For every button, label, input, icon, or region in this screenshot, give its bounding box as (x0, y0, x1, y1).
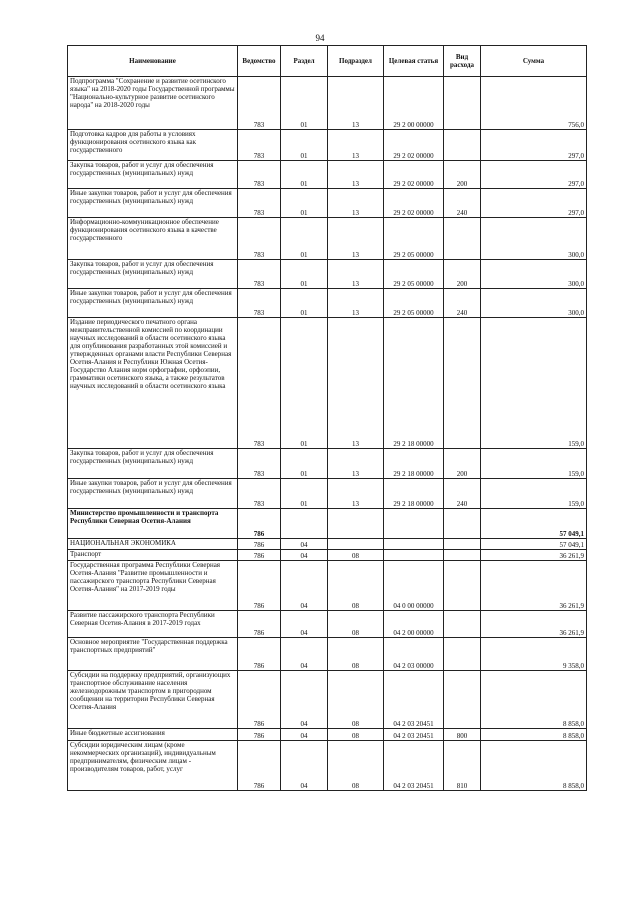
row-summa: 297,0 (481, 189, 587, 218)
row-razdel: 01 (281, 161, 328, 189)
row-vid (444, 550, 481, 561)
row-vid (444, 509, 481, 539)
row-summa: 756,0 (481, 77, 587, 130)
row-name: Государственная программа Республики Северная Осетия-Алания "Развитие промышленности и пассажирского транспорта Республики Северная Осетия-Алания" на 2017-2019 годы (68, 561, 238, 611)
table-row (68, 729, 587, 741)
row-name: НАЦИОНАЛЬНАЯ ЭКОНОМИКА (68, 539, 238, 550)
row-summa: 159,0 (481, 318, 587, 449)
row-podrazdel: 08 (328, 638, 384, 671)
row-celevaya (384, 550, 444, 561)
header-vid: Вид расхода (444, 46, 481, 77)
row-vedomstvo: 783 (238, 77, 281, 130)
row-vedomstvo: 786 (238, 638, 281, 671)
table-row (68, 509, 587, 539)
row-vedomstvo: 786 (238, 550, 281, 561)
row-razdel (281, 509, 328, 539)
row-summa: 8 858,0 (481, 741, 587, 791)
row-summa: 159,0 (481, 449, 587, 479)
row-razdel: 04 (281, 539, 328, 550)
row-summa: 57 049,1 (481, 539, 587, 550)
row-name: Подготовка кадров для работы в условиях функционирования осетинского языка как государственного (68, 130, 238, 161)
row-podrazdel: 13 (328, 218, 384, 260)
row-summa: 297,0 (481, 161, 587, 189)
row-celevaya: 04 2 03 20451 (384, 671, 444, 729)
row-razdel: 04 (281, 550, 328, 561)
header-name: Наименование (68, 46, 238, 77)
table-row (68, 289, 587, 318)
header-vedomstvo: Ведомство (238, 46, 281, 77)
row-name: Подпрограмма "Сохранение и развитие осетинского языка" на 2018-2020 годы Государственной программы "Национально-культурное развитие осетинского народа" на 2018-2020 годы (68, 77, 238, 130)
table-row (68, 479, 587, 509)
table-row (68, 260, 587, 289)
row-vedomstvo: 786 (238, 671, 281, 729)
row-podrazdel: 08 (328, 729, 384, 741)
row-vid: 240 (444, 289, 481, 318)
row-vedomstvo: 783 (238, 449, 281, 479)
row-vid (444, 561, 481, 611)
row-podrazdel (328, 509, 384, 539)
row-podrazdel: 13 (328, 161, 384, 189)
row-celevaya: 29 2 05 00000 (384, 260, 444, 289)
row-summa: 57 049,1 (481, 509, 587, 539)
row-name: Министерство промышленности и транспорта Республики Северная Осетия-Алания (68, 509, 238, 539)
row-razdel: 01 (281, 449, 328, 479)
row-celevaya (384, 539, 444, 550)
row-razdel: 01 (281, 218, 328, 260)
row-podrazdel: 13 (328, 130, 384, 161)
row-summa: 36 261,9 (481, 611, 587, 638)
row-vedomstvo: 783 (238, 260, 281, 289)
row-summa: 8 858,0 (481, 671, 587, 729)
header-podrazdel: Подраздел (328, 46, 384, 77)
row-razdel: 01 (281, 130, 328, 161)
table-row (68, 189, 587, 218)
header-summa: Сумма (481, 46, 587, 77)
row-celevaya: 04 2 03 20451 (384, 741, 444, 791)
row-vid (444, 130, 481, 161)
row-name: Субсидии юридическим лицам (кроме некоммерческих организаций), индивидуальным предпринимателям, физическим лицам - производителям товаров, работ, услуг (68, 741, 238, 791)
row-vedomstvo: 783 (238, 318, 281, 449)
table-row (68, 449, 587, 479)
table-row (68, 550, 587, 561)
row-name: Иные закупки товаров, работ и услуг для обеспечения государственных (муниципальных) нужд (68, 289, 238, 318)
row-razdel: 04 (281, 671, 328, 729)
table-header-row (68, 46, 587, 77)
row-razdel: 04 (281, 611, 328, 638)
row-vid: 200 (444, 260, 481, 289)
row-summa: 300,0 (481, 289, 587, 318)
row-podrazdel: 08 (328, 550, 384, 561)
row-celevaya: 04 2 03 00000 (384, 638, 444, 671)
row-vid (444, 77, 481, 130)
row-summa: 8 858,0 (481, 729, 587, 741)
row-name: Закупка товаров, работ и услуг для обеспечения государственных (муниципальных) нужд (68, 161, 238, 189)
row-vid (444, 638, 481, 671)
table-row (68, 161, 587, 189)
table-row (68, 561, 587, 611)
row-podrazdel: 13 (328, 189, 384, 218)
row-celevaya: 29 2 02 00000 (384, 130, 444, 161)
page-number: 94 (315, 33, 325, 43)
row-name: Основное мероприятие "Государственная поддержка транспортных предприятий" (68, 638, 238, 671)
row-razdel: 01 (281, 479, 328, 509)
row-podrazdel: 13 (328, 77, 384, 130)
row-podrazdel: 08 (328, 671, 384, 729)
table-row (68, 318, 587, 449)
row-vid: 800 (444, 729, 481, 741)
header-razdel: Раздел (281, 46, 328, 77)
row-name: Иные закупки товаров, работ и услуг для обеспечения государственных (муниципальных) нужд (68, 189, 238, 218)
row-summa: 9 358,0 (481, 638, 587, 671)
row-vedomstvo: 783 (238, 161, 281, 189)
table-row (68, 638, 587, 671)
row-razdel: 04 (281, 638, 328, 671)
row-vid (444, 611, 481, 638)
header-celevaya: Целевая статья (384, 46, 444, 77)
row-podrazdel: 13 (328, 260, 384, 289)
row-vid: 200 (444, 161, 481, 189)
row-vid: 200 (444, 449, 481, 479)
row-summa: 36 261,9 (481, 550, 587, 561)
row-celevaya: 29 2 05 00000 (384, 289, 444, 318)
row-vid (444, 539, 481, 550)
row-name: Закупка товаров, работ и услуг для обеспечения государственных (муниципальных) нужд (68, 260, 238, 289)
table-row (68, 671, 587, 729)
row-celevaya (384, 509, 444, 539)
row-vedomstvo: 786 (238, 611, 281, 638)
row-podrazdel: 08 (328, 741, 384, 791)
row-vid (444, 218, 481, 260)
row-vedomstvo: 783 (238, 289, 281, 318)
row-vedomstvo: 786 (238, 509, 281, 539)
row-celevaya: 04 2 00 00000 (384, 611, 444, 638)
row-summa: 159,0 (481, 479, 587, 509)
row-name: Иные бюджетные ассигнования (68, 729, 238, 741)
row-celevaya: 29 2 05 00000 (384, 218, 444, 260)
row-vedomstvo: 786 (238, 741, 281, 791)
row-podrazdel: 13 (328, 479, 384, 509)
row-vedomstvo: 783 (238, 479, 281, 509)
row-vid: 810 (444, 741, 481, 791)
row-celevaya: 29 2 18 00000 (384, 318, 444, 449)
row-vedomstvo: 786 (238, 729, 281, 741)
row-vid: 240 (444, 189, 481, 218)
row-podrazdel (328, 539, 384, 550)
row-vedomstvo: 786 (238, 539, 281, 550)
row-razdel: 01 (281, 189, 328, 218)
table-row (68, 611, 587, 638)
row-celevaya: 29 2 02 00000 (384, 161, 444, 189)
row-summa: 297,0 (481, 130, 587, 161)
row-name: Информационно-коммуникационное обеспечение функционирования осетинского языка в качестве государственного (68, 218, 238, 260)
row-podrazdel: 08 (328, 611, 384, 638)
row-celevaya: 29 2 02 00000 (384, 189, 444, 218)
row-vedomstvo: 786 (238, 561, 281, 611)
row-name: Закупка товаров, работ и услуг для обеспечения государственных (муниципальных) нужд (68, 449, 238, 479)
row-vedomstvo: 783 (238, 189, 281, 218)
row-celevaya: 04 0 00 00000 (384, 561, 444, 611)
row-razdel: 01 (281, 289, 328, 318)
row-name: Иные закупки товаров, работ и услуг для обеспечения государственных (муниципальных) нужд (68, 479, 238, 509)
table-row (68, 218, 587, 260)
row-name: Транспорт (68, 550, 238, 561)
row-vid (444, 671, 481, 729)
row-name: Издание периодического печатного органа межправительственной комиссией по координации научных исследований в области осетинского языка для опубликования разработанных этой комиссией и утвержденных органами власти Республики Северная Осетия-Алания и Республики Южная Осетия-Государство Алания норм орфографии, орфоэпии, грамматики осетинского языка, а также результатов научных исследований в области осетинского языка (68, 318, 238, 449)
row-razdel: 01 (281, 260, 328, 289)
table-row (68, 539, 587, 550)
row-summa: 300,0 (481, 218, 587, 260)
row-razdel: 01 (281, 77, 328, 130)
row-vedomstvo: 783 (238, 218, 281, 260)
table-row (68, 741, 587, 791)
row-razdel: 04 (281, 741, 328, 791)
row-razdel: 04 (281, 561, 328, 611)
row-celevaya: 29 2 00 00000 (384, 77, 444, 130)
row-summa: 36 261,9 (481, 561, 587, 611)
row-podrazdel: 13 (328, 318, 384, 449)
row-celevaya: 29 2 18 00000 (384, 479, 444, 509)
row-vid: 240 (444, 479, 481, 509)
row-summa: 300,0 (481, 260, 587, 289)
row-celevaya: 04 2 03 20451 (384, 729, 444, 741)
table-row (68, 77, 587, 130)
row-name: Субсидии на поддержку предприятий, организующих транспортное обслуживание населения железнодорожным транспортом в пригородном сообщении на территории Республики Северная Осетия-Алания (68, 671, 238, 729)
row-razdel: 01 (281, 318, 328, 449)
row-razdel: 04 (281, 729, 328, 741)
row-vedomstvo: 783 (238, 130, 281, 161)
budget-table (67, 45, 587, 791)
row-podrazdel: 13 (328, 289, 384, 318)
row-vid (444, 318, 481, 449)
row-podrazdel: 13 (328, 449, 384, 479)
row-podrazdel: 08 (328, 561, 384, 611)
table-row (68, 130, 587, 161)
row-name: Развитие пассажирского транспорта Республики Северная Осетия-Алания в 2017-2019 годах (68, 611, 238, 638)
row-celevaya: 29 2 18 00000 (384, 449, 444, 479)
